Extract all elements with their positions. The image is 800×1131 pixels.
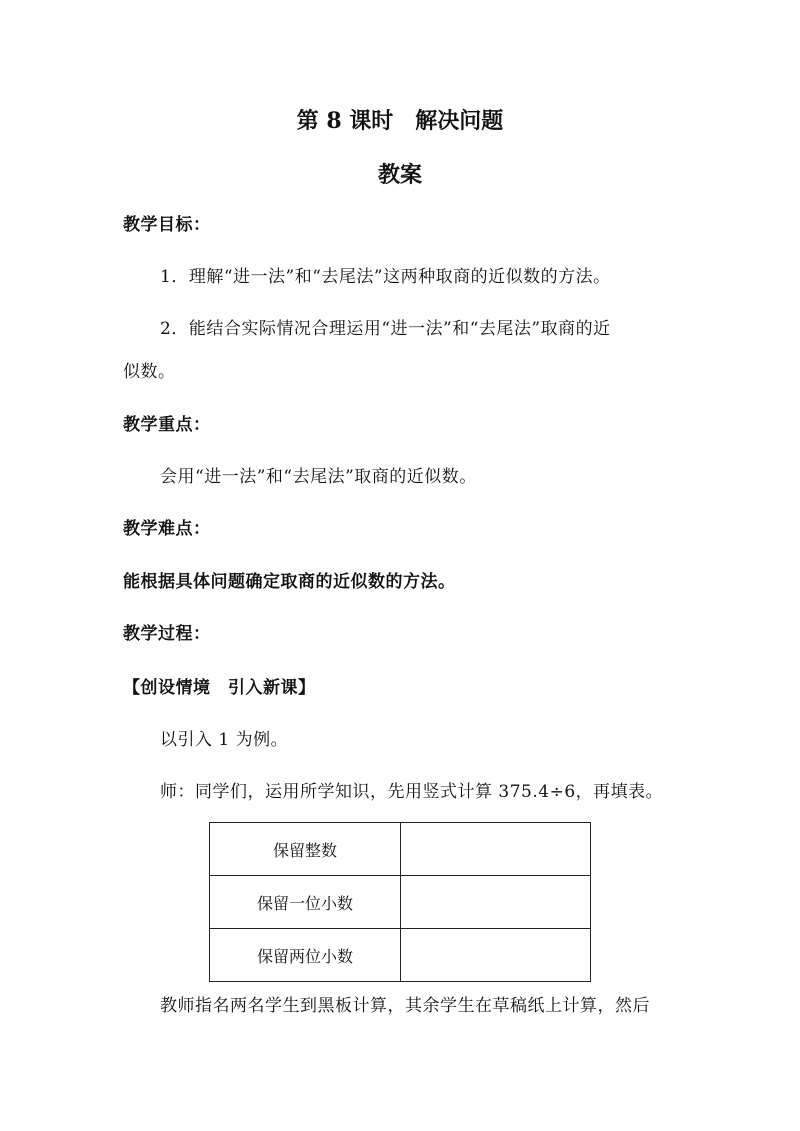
table-cell-label: 保留两位小数 — [210, 929, 401, 982]
rounding-table — [209, 822, 591, 982]
difficulty-text: 能根据具体问题确定取商的近似数的方法。 — [123, 572, 456, 592]
closing-text: 教师指名两名学生到黑板计算，其余学生在草稿纸上计算，然后 — [160, 996, 650, 1016]
table-cell-answer — [401, 823, 591, 876]
table-cell-label: 保留整数 — [210, 823, 401, 876]
key-points-text: 会用“进一法”和“去尾法”取商的近似数。 — [160, 467, 477, 487]
teacher-text: 师：同学们，运用所学知识，先用竖式计算 375.4÷6，再填表。 — [160, 782, 664, 802]
process-heading: 教学过程： — [123, 624, 211, 644]
objective-2-line-1: 2．能结合实际情况合理运用“进一法”和“去尾法”取商的近 — [160, 319, 611, 339]
objective-1: 1．理解“进一法”和“去尾法”这两种取商的近似数的方法。 — [160, 267, 611, 287]
table-cell-label: 保留一位小数 — [210, 876, 401, 929]
difficulty-heading: 教学难点： — [123, 519, 211, 539]
table-row — [210, 929, 591, 982]
table-row — [210, 823, 591, 876]
table-cell-answer — [401, 876, 591, 929]
lesson-title: 第 8 课时 解决问题 — [296, 108, 504, 134]
objective-2-line-2: 似数。 — [123, 362, 176, 382]
key-points-heading: 教学重点： — [123, 415, 211, 435]
lesson-subtitle: 教案 — [377, 162, 422, 188]
table-row — [210, 876, 591, 929]
table-cell-answer — [401, 929, 591, 982]
objectives-heading: 教学目标： — [123, 215, 211, 235]
intro-text: 以引入 1 为例。 — [160, 730, 289, 750]
section-heading: 【创设情境 引入新课】 — [123, 678, 316, 698]
